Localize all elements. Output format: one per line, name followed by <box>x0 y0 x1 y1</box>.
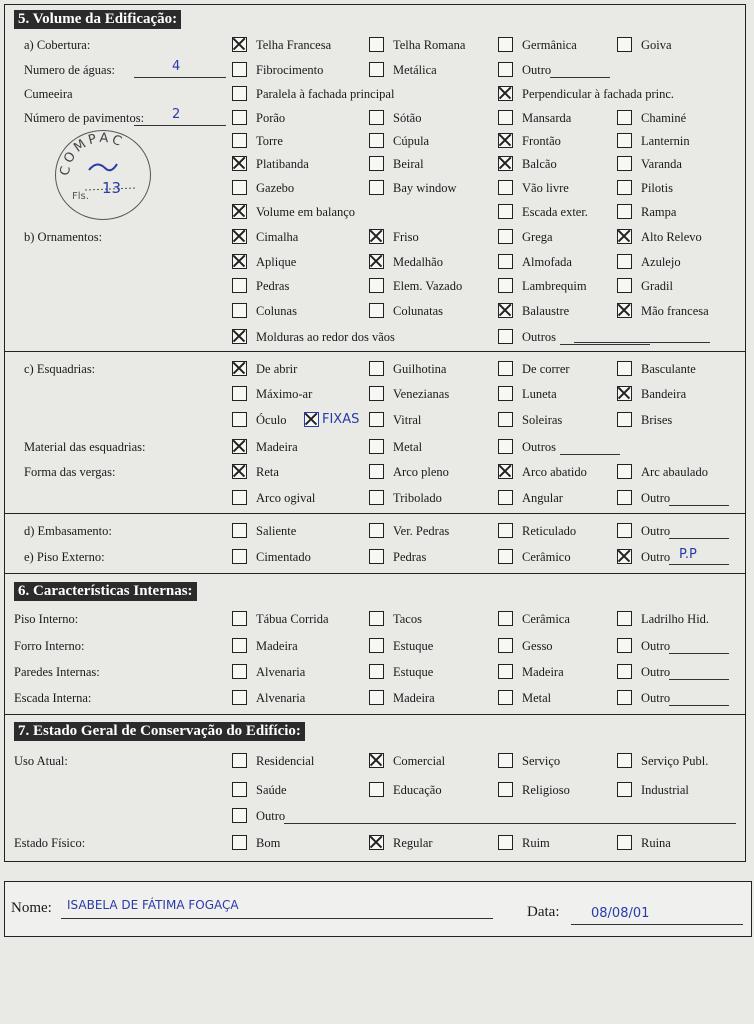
option-label-estuque: Estuque <box>393 665 434 679</box>
nome-label: Nome: <box>11 900 52 916</box>
option-label-basculante: Basculante <box>641 362 696 376</box>
checkbox-cimentado[interactable] <box>232 549 247 564</box>
checkbox-gesso[interactable] <box>498 638 513 653</box>
option-label-ceramica: Cerâmica <box>522 612 570 626</box>
checkbox-metal[interactable] <box>498 690 513 705</box>
section7-title: 7. Estado Geral de Conservação do Edifício: <box>14 722 305 741</box>
section5-title: 5. Volume da Edificação: <box>14 10 181 29</box>
option-label-bandeira: Bandeira <box>641 387 687 401</box>
checkbox-basculante[interactable] <box>617 361 632 376</box>
checkbox-educacao[interactable] <box>369 782 384 797</box>
signature-box <box>4 881 752 937</box>
option-label-luneta: Luneta <box>522 387 557 401</box>
checkbox-metal[interactable] <box>369 439 384 454</box>
option-label-tabua-corrida: Tábua Corrida <box>256 612 329 626</box>
option-label-mansarda: Mansarda <box>522 111 572 125</box>
option-label-outro: Outro <box>641 639 671 653</box>
field-label-c-esquadrias: c) Esquadrias: <box>24 362 96 376</box>
checkbox-lambrequim[interactable] <box>498 278 513 293</box>
checkbox-tacos[interactable] <box>369 611 384 626</box>
checkbox-outro[interactable] <box>617 664 632 679</box>
option-label-comercial: Comercial <box>393 754 446 768</box>
checkbox-estuque[interactable] <box>369 664 384 679</box>
checkbox-comercial[interactable] <box>369 753 384 768</box>
checkbox-cimalha[interactable] <box>232 229 247 244</box>
compac-stamp <box>55 130 151 220</box>
option-label-vao-livre: Vão livre <box>522 181 569 195</box>
checkbox-servico-publ[interactable] <box>617 753 632 768</box>
data-line <box>571 924 743 925</box>
checkbox-outro[interactable] <box>617 523 632 538</box>
option-label-arco-pleno: Arco pleno <box>393 465 449 479</box>
checkbox-torre[interactable] <box>232 133 247 148</box>
option-label-cupula: Cúpula <box>393 134 430 148</box>
option-label-ver-pedras: Ver. Pedras <box>393 524 450 538</box>
checkbox-madeira[interactable] <box>498 664 513 679</box>
checkbox-alvenaria[interactable] <box>232 690 247 705</box>
option-label-guilhotina: Guilhotina <box>393 362 447 376</box>
checkbox-beiral[interactable] <box>369 156 384 171</box>
option-label-ruim: Ruim <box>522 836 550 850</box>
checkbox-industrial[interactable] <box>617 782 632 797</box>
checkbox-outro[interactable] <box>232 808 247 823</box>
option-label-religioso: Religioso <box>522 783 570 797</box>
checkbox-gazebo[interactable] <box>232 180 247 195</box>
checkbox-aplique[interactable] <box>232 254 247 269</box>
option-label-telha-francesa: Telha Francesa <box>256 38 332 52</box>
checkbox-saliente[interactable] <box>232 523 247 538</box>
option-label-germanica: Germânica <box>522 38 577 52</box>
option-label-pilotis: Pilotis <box>641 181 673 195</box>
checkbox-ceramica[interactable] <box>498 611 513 626</box>
option-label-madeira: Madeira <box>256 639 298 653</box>
checkbox-estuque[interactable] <box>369 638 384 653</box>
nome-value: ISABELA DE FÁTIMA FOGAÇA <box>67 898 239 912</box>
option-line <box>669 653 729 654</box>
option-line <box>669 538 729 539</box>
checkbox-outros[interactable] <box>498 439 513 454</box>
checkbox-fixas[interactable] <box>304 412 319 427</box>
checkbox-servico[interactable] <box>498 753 513 768</box>
option-label-platibanda: Platibanda <box>256 157 309 171</box>
checkbox-tabua-corrida[interactable] <box>232 611 247 626</box>
field-label-b-ornamentos: b) Ornamentos: <box>24 230 103 244</box>
option-label-pedras: Pedras <box>256 279 290 293</box>
option-label-arc-abaulado: Arc abaulado <box>641 465 708 479</box>
checkbox-guilhotina[interactable] <box>369 361 384 376</box>
option-label-gazebo: Gazebo <box>256 181 295 195</box>
checkbox-medalhao[interactable] <box>369 254 384 269</box>
checkbox-pilotis[interactable] <box>617 180 632 195</box>
option-line <box>560 344 650 345</box>
field-label-numero-de-aguas: Numero de águas: <box>24 63 115 77</box>
checkbox-paralela-a-fachada-principal[interactable] <box>232 86 247 101</box>
checkbox-maximo-ar[interactable] <box>232 386 247 401</box>
option-label-torre: Torre <box>256 134 283 148</box>
field-label-paredes-internas: Paredes Internas: <box>14 665 100 679</box>
checkbox-outro[interactable] <box>617 490 632 505</box>
option-label-metal: Metal <box>393 440 423 454</box>
option-fill-outro: P.P <box>679 547 697 562</box>
checkbox-gradil[interactable] <box>617 278 632 293</box>
option-label-servico: Serviço <box>522 754 561 768</box>
option-label-frontao: Frontão <box>522 134 561 148</box>
option-label-soleiras: Soleiras <box>522 413 563 427</box>
checkbox-volume-em-balanco[interactable] <box>232 204 247 219</box>
option-label-gradil: Gradil <box>641 279 673 293</box>
option-label-servico-publ: Serviço Publ. <box>641 754 709 768</box>
checkbox-lanternin[interactable] <box>617 133 632 148</box>
option-label-madeira: Madeira <box>256 440 298 454</box>
option-label-arco-abatido: Arco abatido <box>522 465 587 479</box>
checkbox-reta[interactable] <box>232 464 247 479</box>
stamp-number: 13 <box>102 179 122 197</box>
option-label-bom: Bom <box>256 836 281 850</box>
checkbox-religioso[interactable] <box>498 782 513 797</box>
option-label-outros: Outros <box>522 440 557 454</box>
option-label-brises: Brises <box>641 413 673 427</box>
checkbox-brises[interactable] <box>617 412 632 427</box>
option-label-azulejo: Azulejo <box>641 255 681 269</box>
answer-numero-de-pavimentos: 2 <box>172 107 181 122</box>
option-label-alto-relevo: Alto Relevo <box>641 230 702 244</box>
option-label-angular: Angular <box>522 491 563 505</box>
checkbox-alto-relevo[interactable] <box>617 229 632 244</box>
checkbox-bandeira[interactable] <box>617 386 632 401</box>
option-label-balcao: Balcão <box>522 157 557 171</box>
option-label-escada-exter: Escada exter. <box>522 205 588 219</box>
option-label-perpendicular-a-fachada-princ: Perpendicular à fachada princ. <box>522 87 675 101</box>
checkbox-outro[interactable] <box>617 549 632 564</box>
option-label-friso: Friso <box>393 230 419 244</box>
checkbox-balcao[interactable] <box>498 156 513 171</box>
option-label-chamine: Chaminé <box>641 111 687 125</box>
checkbox-venezianas[interactable] <box>369 386 384 401</box>
checkbox-cupula[interactable] <box>369 133 384 148</box>
checkbox-arc-abaulado[interactable] <box>617 464 632 479</box>
option-label-outro: Outro <box>641 691 671 705</box>
checkbox-arco-abatido[interactable] <box>498 464 513 479</box>
option-label-residencial: Residencial <box>256 754 315 768</box>
checkbox-rampa[interactable] <box>617 204 632 219</box>
checkbox-platibanda[interactable] <box>232 156 247 171</box>
option-label-gesso: Gesso <box>522 639 553 653</box>
option-label-balaustre: Balaustre <box>522 304 570 318</box>
option-label-ladrilho-hid: Ladrilho Hid. <box>641 612 710 626</box>
option-label-regular: Regular <box>393 836 433 850</box>
checkbox-outro[interactable] <box>498 62 513 77</box>
divider <box>4 714 746 715</box>
option-label-almofada: Almofada <box>522 255 572 269</box>
option-note-fixas: FIXAS <box>322 412 360 427</box>
option-label-volume-em-balanco: Volume em balanço <box>256 205 356 219</box>
answer-numero-de-aguas: 4 <box>172 59 181 74</box>
option-label-beiral: Beiral <box>393 157 424 171</box>
option-label-cimentado: Cimentado <box>256 550 311 564</box>
option-label-outros: Outros <box>522 330 557 344</box>
option-label-ceramico: Cerâmico <box>522 550 571 564</box>
checkbox-grega[interactable] <box>498 229 513 244</box>
checkbox-madeira[interactable] <box>369 690 384 705</box>
field-label-forma-das-vergas: Forma das vergas: <box>24 465 116 479</box>
checkbox-de-correr[interactable] <box>498 361 513 376</box>
option-label-maximo-ar: Máximo-ar <box>256 387 313 401</box>
section6-title: 6. Características Internas: <box>14 582 197 601</box>
checkbox-balaustre[interactable] <box>498 303 513 318</box>
option-label-grega: Grega <box>522 230 553 244</box>
field-label-d-embasamento: d) Embasamento: <box>24 524 112 538</box>
option-label-educacao: Educação <box>393 783 442 797</box>
option-label-de-abrir: De abrir <box>256 362 298 376</box>
option-label-colunatas: Colunatas <box>393 304 443 318</box>
option-label-vitral: Vitral <box>393 413 422 427</box>
option-label-alvenaria: Alvenaria <box>256 665 306 679</box>
option-label-sotao: Sótão <box>393 111 422 125</box>
option-label-metalica: Metálica <box>393 63 437 77</box>
field-label-e-piso-externo: e) Piso Externo: <box>24 550 105 564</box>
option-label-arco-ogival: Arco ogival <box>256 491 316 505</box>
outro-line <box>286 823 736 824</box>
checkbox-chamine[interactable] <box>617 110 632 125</box>
option-label-outro: Outro <box>641 665 671 679</box>
option-label-reta: Reta <box>256 465 279 479</box>
option-label-de-correr: De correr <box>522 362 570 376</box>
checkbox-mao-francesa[interactable] <box>617 303 632 318</box>
option-line <box>669 705 729 706</box>
nome-line <box>61 918 493 919</box>
checkbox-colunas[interactable] <box>232 303 247 318</box>
checkbox-ver-pedras[interactable] <box>369 523 384 538</box>
checkbox-elem-vazado[interactable] <box>369 278 384 293</box>
checkbox-ruim[interactable] <box>498 835 513 850</box>
answer-line <box>134 77 226 78</box>
checkbox-arco-ogival[interactable] <box>232 490 247 505</box>
data-value: 08/08/01 <box>591 906 650 921</box>
option-line <box>560 454 620 455</box>
stamp-text: COMPAC <box>57 130 127 177</box>
data-label: Data: <box>527 904 560 920</box>
divider <box>4 513 746 514</box>
checkbox-outros[interactable] <box>498 329 513 344</box>
answer-line <box>134 125 226 126</box>
option-label-lanternin: Lanternin <box>641 134 690 148</box>
option-label-pedras: Pedras <box>393 550 427 564</box>
option-label-outro: Outro <box>522 63 552 77</box>
checkbox-oculo[interactable] <box>232 412 247 427</box>
checkbox-angular[interactable] <box>498 490 513 505</box>
checkbox-pedras[interactable] <box>369 549 384 564</box>
checkbox-ruina[interactable] <box>617 835 632 850</box>
option-label-industrial: Industrial <box>641 783 689 797</box>
checkbox-tribolado[interactable] <box>369 490 384 505</box>
option-label-outro: Outro <box>256 809 286 823</box>
option-label-aplique: Aplique <box>256 255 297 269</box>
option-label-estuque: Estuque <box>393 639 434 653</box>
checkbox-madeira[interactable] <box>232 638 247 653</box>
option-label-paralela-a-fachada-principal: Paralela à fachada principal <box>256 87 395 101</box>
option-label-outro: Outro <box>641 491 671 505</box>
checkbox-escada-exter[interactable] <box>498 204 513 219</box>
checkbox-frontao[interactable] <box>498 133 513 148</box>
checkbox-saude[interactable] <box>232 782 247 797</box>
checkbox-outro[interactable] <box>617 638 632 653</box>
checkbox-telha-romana[interactable] <box>369 37 384 52</box>
checkbox-mansarda[interactable] <box>498 110 513 125</box>
option-line <box>669 564 729 565</box>
option-label-porao: Porão <box>256 111 286 125</box>
option-label-saliente: Saliente <box>256 524 297 538</box>
option-label-metal: Metal <box>522 691 552 705</box>
option-label-telha-romana: Telha Romana <box>393 38 466 52</box>
option-label-molduras-ao-redor-dos-vaos: Molduras ao redor dos vãos <box>256 330 395 344</box>
option-label-outro: Outro <box>641 524 671 538</box>
checkbox-soleiras[interactable] <box>498 412 513 427</box>
option-label-medalhao: Medalhão <box>393 255 443 269</box>
option-label-oculo: Óculo <box>256 413 287 427</box>
option-label-goiva: Goiva <box>641 38 672 52</box>
option-label-cimalha: Cimalha <box>256 230 299 244</box>
outros-line <box>574 342 710 343</box>
option-line <box>669 679 729 680</box>
option-label-mao-francesa: Mão francesa <box>641 304 709 318</box>
checkbox-outro[interactable] <box>617 690 632 705</box>
checkbox-vao-livre[interactable] <box>498 180 513 195</box>
option-label-tribolado: Tribolado <box>393 491 442 505</box>
field-label-escada-interna: Escada Interna: <box>14 691 92 705</box>
option-label-colunas: Colunas <box>256 304 297 318</box>
field-label-cumeeira: Cumeeira <box>24 87 73 101</box>
checkbox-porao[interactable] <box>232 110 247 125</box>
option-label-alvenaria: Alvenaria <box>256 691 306 705</box>
checkbox-azulejo[interactable] <box>617 254 632 269</box>
checkbox-metalica[interactable] <box>369 62 384 77</box>
checkbox-molduras-ao-redor-dos-vaos[interactable] <box>232 329 247 344</box>
checkbox-perpendicular-a-fachada-princ[interactable] <box>498 86 513 101</box>
divider <box>4 573 746 574</box>
option-label-madeira: Madeira <box>522 665 564 679</box>
stamp-fls-label: Fls. <box>72 191 89 202</box>
checkbox-de-abrir[interactable] <box>232 361 247 376</box>
option-label-rampa: Rampa <box>641 205 677 219</box>
checkbox-almofada[interactable] <box>498 254 513 269</box>
field-label-material-das-esquadrias: Material das esquadrias: <box>24 440 146 454</box>
option-label-ruina: Ruina <box>641 836 671 850</box>
field-label-uso-atual: Uso Atual: <box>14 754 68 768</box>
checkbox-sotao[interactable] <box>369 110 384 125</box>
checkbox-bay-window[interactable] <box>369 180 384 195</box>
checkbox-ladrilho-hid[interactable] <box>617 611 632 626</box>
checkbox-reticulado[interactable] <box>498 523 513 538</box>
option-label-reticulado: Reticulado <box>522 524 577 538</box>
checkbox-colunatas[interactable] <box>369 303 384 318</box>
field-label-forro-interno: Forro Interno: <box>14 639 85 653</box>
option-line <box>550 77 610 78</box>
checkbox-fibrocimento[interactable] <box>232 62 247 77</box>
option-label-bay-window: Bay window <box>393 181 457 195</box>
option-label-varanda: Varanda <box>641 157 682 171</box>
checkbox-pedras[interactable] <box>232 278 247 293</box>
option-label-outro: Outro <box>641 550 671 564</box>
option-label-tacos: Tacos <box>393 612 422 626</box>
option-label-lambrequim: Lambrequim <box>522 279 587 293</box>
field-label-a-cobertura: a) Cobertura: <box>24 38 91 52</box>
checkbox-madeira[interactable] <box>232 439 247 454</box>
checkbox-vitral[interactable] <box>369 412 384 427</box>
checkbox-luneta[interactable] <box>498 386 513 401</box>
checkbox-bom[interactable] <box>232 835 247 850</box>
option-label-fibrocimento: Fibrocimento <box>256 63 324 77</box>
checkbox-arco-pleno[interactable] <box>369 464 384 479</box>
option-label-elem-vazado: Elem. Vazado <box>393 279 463 293</box>
field-label-numero-de-pavimentos: Número de pavimentos: <box>24 111 145 125</box>
checkbox-residencial[interactable] <box>232 753 247 768</box>
checkbox-regular[interactable] <box>369 835 384 850</box>
option-line <box>669 505 729 506</box>
checkbox-alvenaria[interactable] <box>232 664 247 679</box>
option-label-madeira: Madeira <box>393 691 435 705</box>
checkbox-goiva[interactable] <box>617 37 632 52</box>
field-label-estado-fisico: Estado Físico: <box>14 836 86 850</box>
checkbox-friso[interactable] <box>369 229 384 244</box>
option-label-saude: Saúde <box>256 783 287 797</box>
checkbox-ceramico[interactable] <box>498 549 513 564</box>
checkbox-germanica[interactable] <box>498 37 513 52</box>
checkbox-varanda[interactable] <box>617 156 632 171</box>
divider <box>4 351 746 352</box>
option-label-venezianas: Venezianas <box>393 387 450 401</box>
checkbox-telha-francesa[interactable] <box>232 37 247 52</box>
field-label-piso-interno: Piso Interno: <box>14 612 79 626</box>
